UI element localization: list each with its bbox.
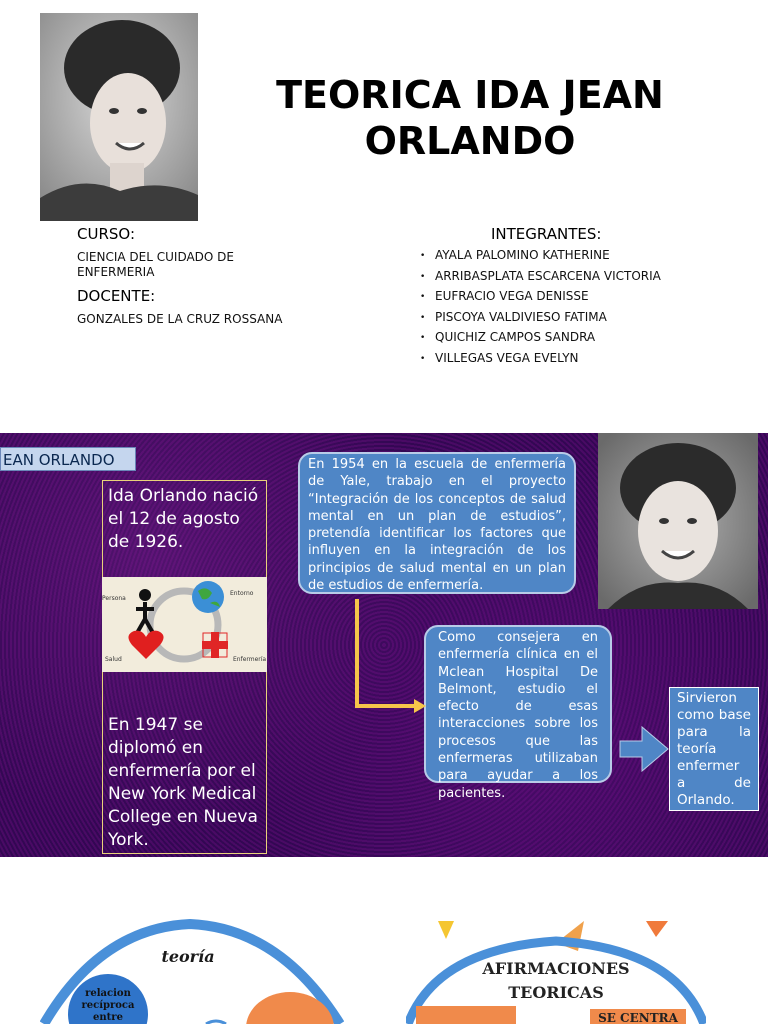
- affirmations-title: [406, 957, 706, 1005]
- bullet-icon: •: [420, 353, 426, 364]
- integrantes-list: [420, 248, 661, 372]
- theory-slide: [40, 918, 344, 1024]
- curso-value-line-1: CIENCIA DEL CUIDADO DE: [77, 250, 235, 264]
- elbow-arrow-head-icon: [414, 699, 426, 713]
- bullet-icon: •: [420, 271, 426, 282]
- diploma-text: En 1947 se diplomó en enfermería por el New York Medical College en Nueva York.: [108, 715, 258, 850]
- orlando-portrait-young: [40, 13, 198, 221]
- list-item: • PISCOYA VALDIVIESO FATIMA: [420, 309, 607, 324]
- list-item: • ARRIBASPLATA ESCARCENA VICTORIA: [420, 268, 661, 283]
- bubble-text: relacion recíproca entre: [81, 988, 135, 1023]
- integrantes-label: INTEGRANTES:: [491, 225, 602, 243]
- curso-value-line-2: ENFERMERIA: [77, 265, 155, 279]
- list-item: • AYALA PALOMINO KATHERINE: [420, 248, 610, 262]
- page-title: [240, 72, 700, 164]
- entorno-label: Entorno: [230, 590, 254, 597]
- bullet-icon: •: [420, 292, 426, 303]
- bullet-icon: •: [420, 333, 426, 344]
- elbow-arrow-line: [357, 599, 418, 706]
- orlando-portrait-older: [598, 433, 758, 609]
- curso-value: [77, 250, 234, 280]
- docente-label: DOCENTE:: [77, 287, 156, 305]
- enfermeria-label: Enfermería: [233, 656, 267, 663]
- birth-text: Ida Orlando nació el 12 de agosto de 1926.: [108, 486, 259, 552]
- list-item: • EUFRACIO VEGA DENISSE: [420, 289, 589, 304]
- slide-tag: EAN ORLANDO: [0, 447, 136, 471]
- right-arrow-icon: [620, 727, 668, 771]
- title-line-1: TEORICA IDA JEAN: [276, 73, 664, 117]
- bullet-icon: •: [420, 251, 426, 261]
- curso-label: CURSO:: [77, 225, 135, 243]
- bullet-icon: •: [420, 312, 426, 323]
- affirmations-title-line-2: TEORICAS: [508, 983, 604, 1002]
- theory-title: teoría: [161, 947, 215, 966]
- persona-label: Persona: [102, 595, 126, 602]
- title-line-2: ORLANDO: [364, 119, 576, 163]
- affirmations-title-line-1: AFIRMACIONES: [482, 959, 630, 978]
- affirmations-slide: [406, 921, 706, 1024]
- docente-value: GONZALES DE LA CRUZ ROSSANA: [77, 312, 283, 326]
- list-item: • QUICHIZ CAMPOS SANDRA: [420, 330, 596, 345]
- theory-basis-box: Sirvieron como base para la teoría enfermer a de Orlando.: [669, 687, 759, 811]
- biography-slide: [0, 433, 768, 857]
- mclean-hospital-box: Como consejera en enfermería clínica en el Mclean Hospital De Belmont, estudio el efecto de esas interacciones sobre los procesos que las enfermeras utilizaban para ayudar a los pacientes.: [424, 625, 612, 783]
- list-item: • VILLEGAS VEGA EVELYN: [420, 350, 579, 365]
- focus-tag: SE CENTRA: [598, 1011, 678, 1024]
- salud-label: Salud: [105, 656, 122, 663]
- yale-project-box: En 1954 en la escuela de enfermería de Yale, trabajo en el proyecto “Integración de los conceptos de salud mental en un plan de estudios”, pretendía identificar los factores que influyen en la integración de los principios de salud mental en un plan de estudios de enfermería.: [298, 452, 576, 594]
